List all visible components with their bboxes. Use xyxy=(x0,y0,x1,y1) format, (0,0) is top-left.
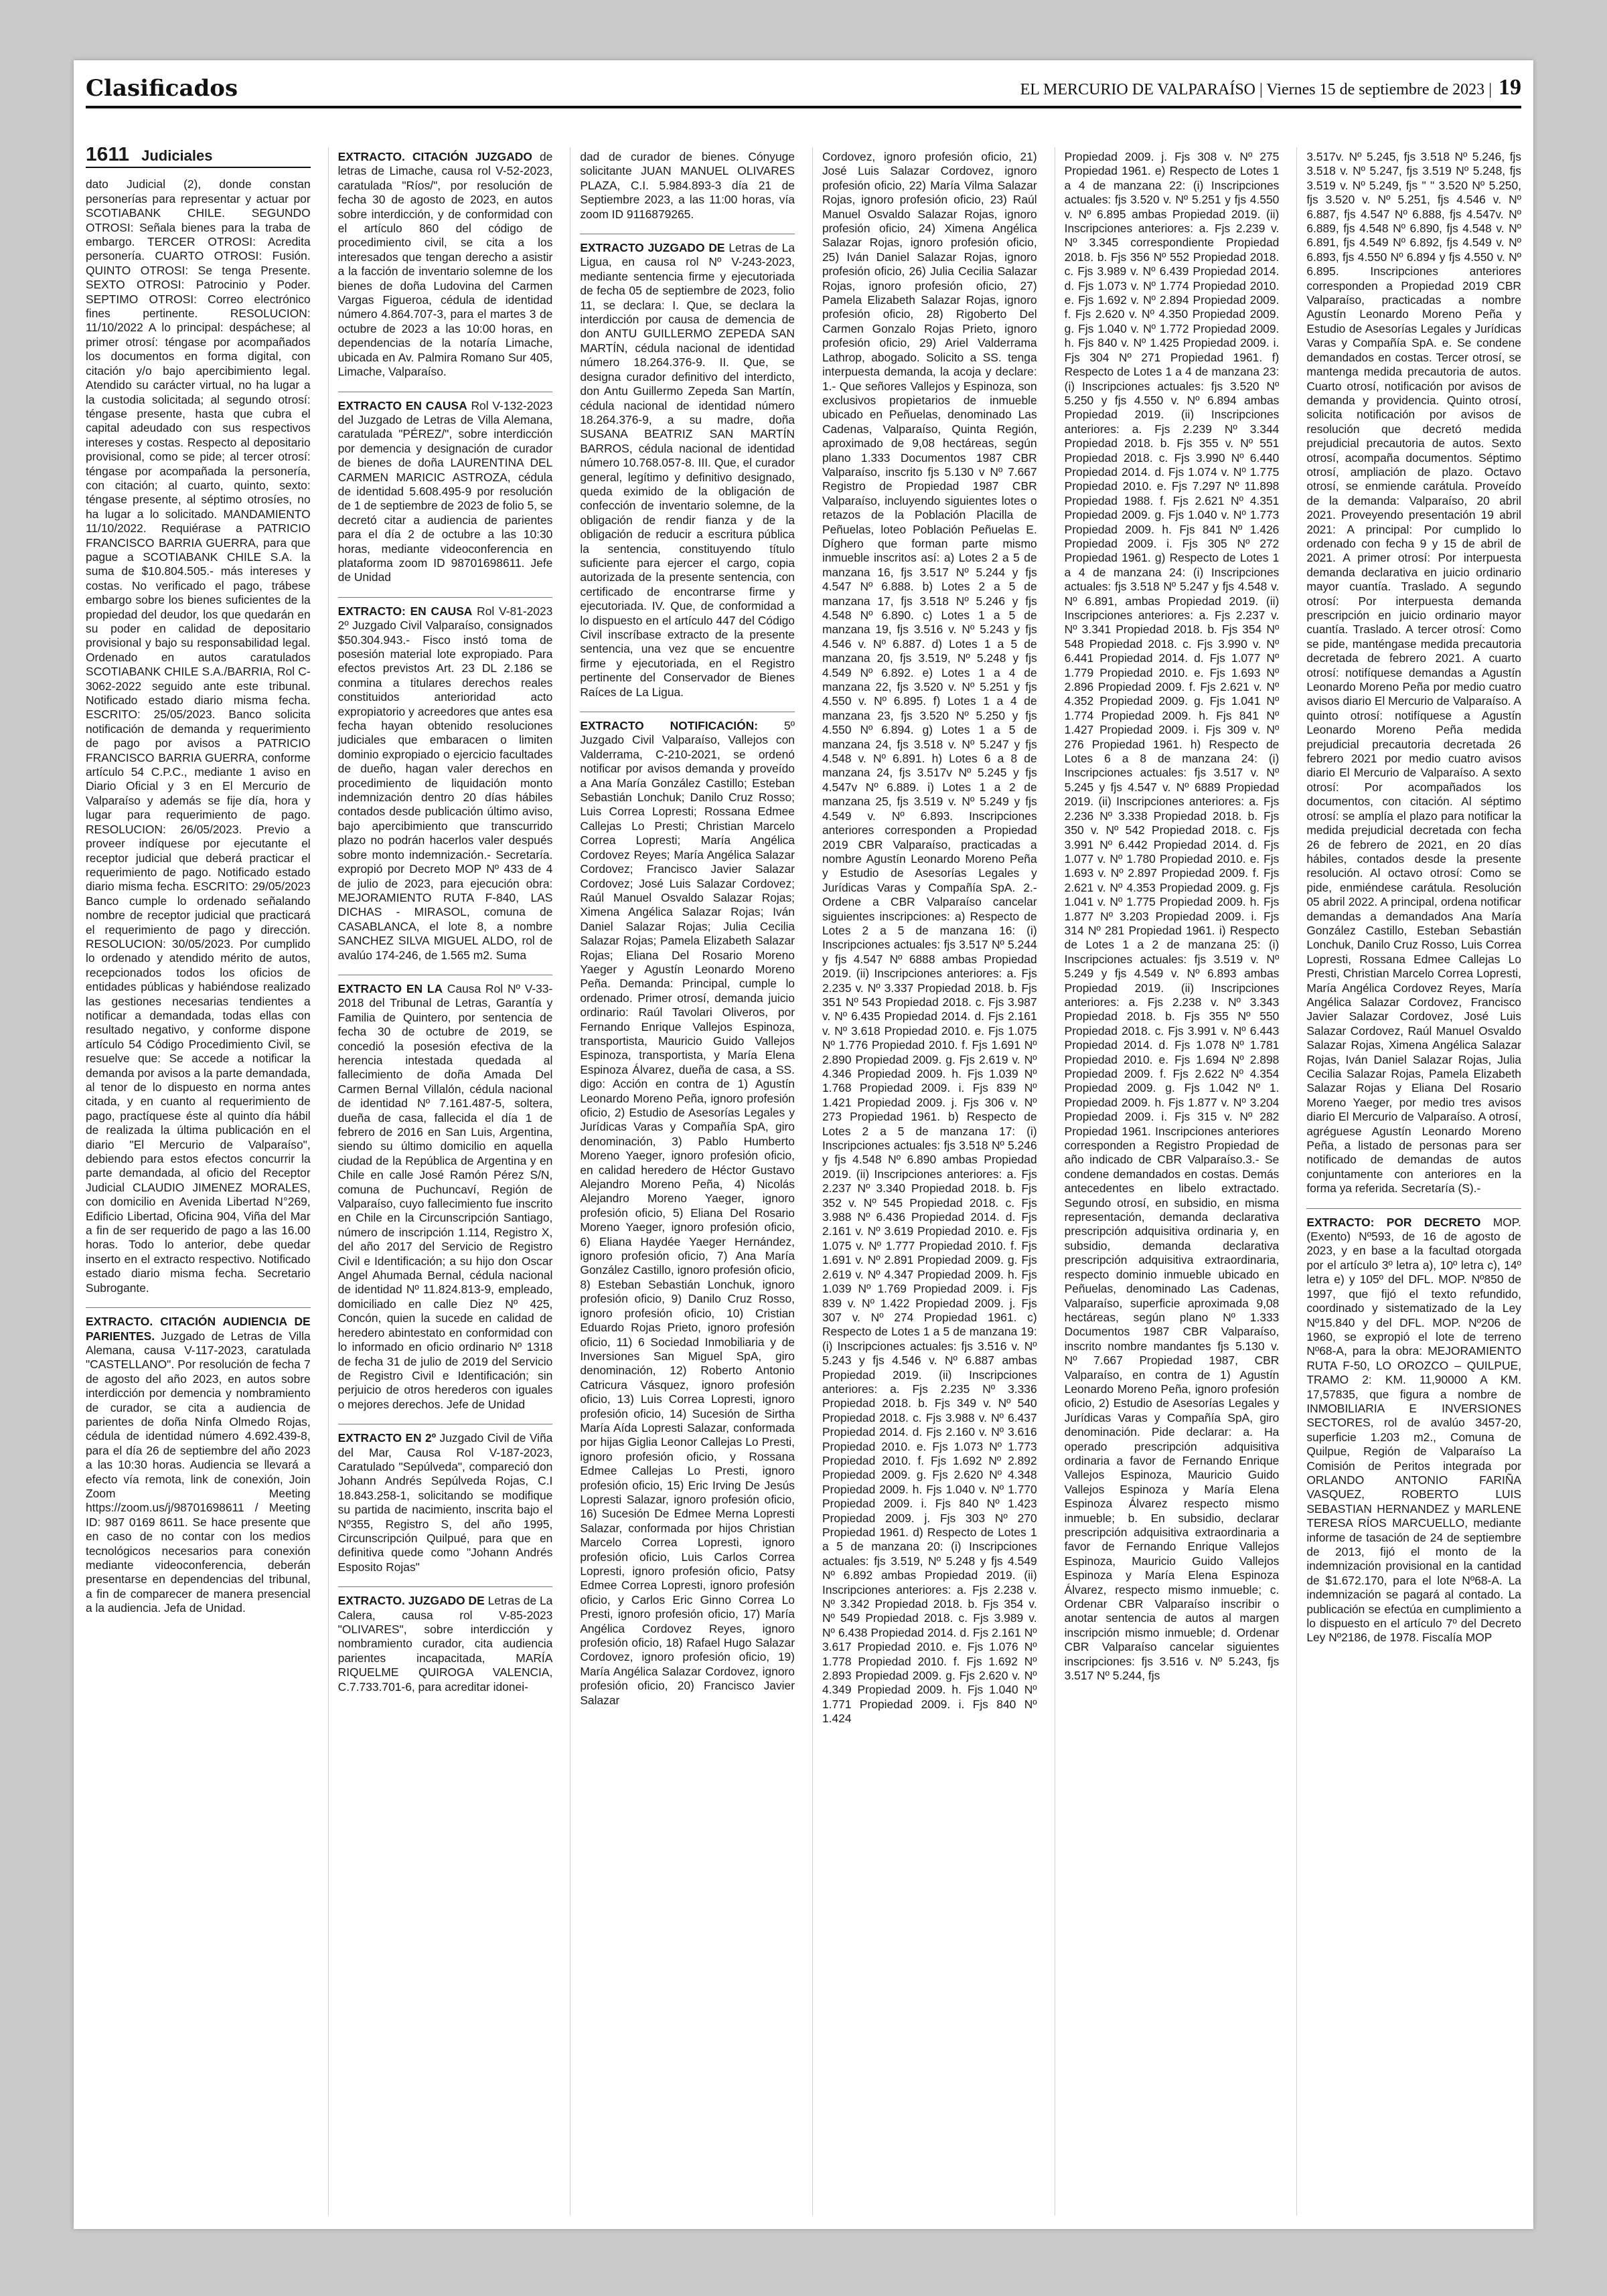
notice-title: EXTRACTO. CITACIÓN AUDIENCIA DE PARIENTES. xyxy=(86,1315,311,1343)
notice-column-2 xyxy=(328,147,553,2216)
notice-title: EXTRACTO EN LA xyxy=(337,981,443,995)
rubric-header xyxy=(86,147,311,168)
page-number: 19 xyxy=(1499,75,1521,100)
dateline-separator: | xyxy=(1488,81,1492,98)
section-title: Clasificados xyxy=(86,75,238,102)
notice-body: Letras de La Calera, causa rol V-85-2023 "OLIVARES", sobre interdicción y nombramiento curador, cita audiencia parientes incapacitada, MARÍA RIQUELME QUIROGA VALENCIA, C.7.733.701-6, para acreditar idonei- xyxy=(337,1594,553,1694)
notice-title: EXTRACTO JUZGADO DE xyxy=(580,241,725,255)
notice-body: de letras de Limache, causa rol V-52-2023, caratulada "Ríos/", por resolución de fecha 30 de agosto de 2023, en autos sobre interdicción, y de conformidad con el artículo 860 del código de procedimiento civil, se cita a los interesados que tengan derecho a asistir a la facción de inventario solemne de los bienes de doña Ludovina del Carmen Vargas Figueroa, cédula de identidad número 4.864.707-3, para el martes 3 de octubre de 2023 a las 10:00 horas, en dependencias de la notaría Limache, ubicada en Av. Palmira Romano Sur 405, Limache, Valparaíso. xyxy=(337,150,553,379)
notice-columns xyxy=(86,147,1521,2216)
notice-body: Rol V-132-2023 del Juzgado de Letras de Villa Alemana, caratulada "PÉREZ/", sobre interdicción por demencia y designación de curador de bienes de doña LAURENTINA DEL CARMEN MARICIC ASTROZA, cédula de identidad 5.608.495-9 por resolución de 1 de septiembre de 2023 de folio 5, se decretó citar a audiencia de parientes para el día 2 de octubre a las 10:30 horas, mediante videoconferencia en plataforma zoom ID 98701698611. Jefe de Unidad xyxy=(337,398,553,584)
notice-body: Rol V-81-2023 2º Juzgado Civil Valparaíso, consignados $50.304.943.- Fisco instó toma de posesión material lote expropiado. Para efectos previstos Art. 23 DL 2.186 se conmina a titulares derechos reales constituidos anterioridad acto expropiatorio y acreedores que antes esa fecha hayan obtenido resoluciones judiciales que embaracen o limiten dominio expropiado o ejercicio facultades de dueño, hagan valer derechos en procedimiento de liquidación monto indemnización dentro 20 días hábiles contados desde publicación último aviso, bajo apercibimiento que transcurrido plazo no podrán hacerlos valer después sobre monto indemnización.- Secretaría. expropió por Decreto MOP Nº 433 de 4 de julio de 2023, para ejecución obra: MEJORAMIENTO RUTA F-840, LAS DICHAS - MIRASOL, comuna de CASABLANCA, el lote 8, a nombre SANCHEZ SILVA MIGUEL ALDO, rol de avalúo 174-246, de 1.565 m2. Suma xyxy=(337,604,553,962)
notice-title: EXTRACTO EN CAUSA xyxy=(337,398,467,412)
notice-body: Juzgado de Letras de Villa Alemana, causa V-117-2023, caratulada "CASTELLANO". Por resolución de fecha 7 de agosto del año 2023, en autos sobre interdicción por demencia y nombramiento de curador, se cita a audiencia de parientes de doña Ninfa Olmedo Rojas, cédula de identidad número 4.692.439-8, para el día 26 de septiembre del año 2023 a las 10:30 horas. Audiencia se llevará a efecto vía remota, link de conexión, Join Zoom Meeting https://zoom.us/j/98701698611 / Meeting ID: 987 0169 8611. Se hace presente que en caso de no contar con los medios tecnológicos necesarios para conexión mediante videoconferencia, deberán presentarse en dependencias del tribunal, a fin de comparecer de manera presencial a la audiencia. Jefa de Unidad. xyxy=(86,1329,311,1615)
notice-title: EXTRACTO: EN CAUSA xyxy=(337,604,473,618)
notice-title: EXTRACTO. CITACIÓN JUZGADO xyxy=(337,150,532,163)
issue-date: Viernes 15 de septiembre de 2023 xyxy=(1266,81,1485,98)
notice-column-3 xyxy=(570,147,795,2216)
notice-column-5 xyxy=(1055,147,1280,2216)
newspaper-name: EL MERCURIO DE VALPARAÍSO xyxy=(1020,81,1256,98)
notice-body: 3.517v. Nº 5.245, fjs 3.518 Nº 5.246, fjs 3.518 v. Nº 5.247, fjs 3.519 Nº 5.248, fjs 3.519 v. Nº 5.249, fjs " " 3.520 Nº 5.250, fjs 3.520 v. Nº 5.251, fjs 4.546 v. Nº 6.887, fjs 4.547 Nº 6.888, fjs 4.547v. Nº 6.889, fjs 4.548 Nº 6.890, fjs 4.548 v. Nº 6.891, fjs 4.549 Nº 6.892, fjs 4.549 v. Nº 6.893, fjs 4.550 Nº 6.894 y fjs 4.550 v. Nº 6.895. Inscripciones anteriores corresponden a Propiedad 2019 CBR Valparaíso, practicadas a nombre Agustín Leonardo Moreno Peña y Estudio de Asesorías Legales y Jurídicas Varas y Compañía SpA. e. Se condene demandados en costas. Tercer otrosí, se mantenga medida precautoria de autos. Cuarto otrosí, notificación por avisos de demanda y providencia. Quinto otrosí, solicita notificación por avisos de resolución que decretó medida prejudicial precautoria de autos. Sexto otrosí, acompaña documentos. Séptimo otrosí, ampliación de plazo. Octavo otrosí, se enmiende carátula. Proveído de la demanda: Valparaíso, 20 abril 2021. Proveyendo presentación 19 abril 2021: A principal: Por cumplido lo ordenado con fecha 9 y 15 de abril de 2021. A primer otrosí: Por interpuesta demanda declarativa en juicio ordinario mayor cuantía. Traslado. A segundo otrosí: Por interpuesta demanda prescripción en juicio ordinario mayor cuantía. Traslado. A tercer otrosí: Como se pide, manténgase medida precautoria decretada de febrero 2021. A cuarto otrosí: notifíquese demandas a Agustín Leonardo Moreno Peña por medio cuatro avisos diario El Mercurio de Valparaíso. A quinto otrosí: notifíquese a Agustín Leonardo Moreno Peña medida prejudicial precautoria decretada 26 febrero 2021 por medio cuatro avisos diario El Mercurio de Valparaíso. A sexto otrosí: Por acompañados los documentos, con citación. Al séptimo otrosí: se amplía el plazo para notificar la medida prejudicial decretada con fecha 26 de febrero de 2021, en 20 días hábiles, contados desde la presente resolución. Al octavo otrosí: Como se pide, enmiéndese carátula. Resolución 05 abril 2022. A principal, ordena notificar demandas a demandados Ana María González Castillo, Esteban Sebastián Lonchuk, Danilo Cruz Rosso, Luis Correa Lopresti, Rossana Edmee Callejas Lo Presti, Christian Marcelo Correa Lopresti, María Angélica Cordovez Reyes, María Angélica Salazar Cordovez, Francisco Javier Salazar Cordovez, José Luis Salazar Cordovez, Raúl Manuel Osvaldo Salazar Rojas, Ximena Angélica Salazar Rojas, Iván Daniel Salazar Rojas, Julia Cecilia Salazar Rojas, Pamela Elizabeth Salazar Rojas y Eliana Del Rosario Moreno Yaeger, por medio tres avisos diario El Mercurio de Valparaíso. A otrosí, agréguese Agustín Leonardo Moreno Peña, a listado de personas para ser notificado de demandas de autos conjuntamente con anteriores en la forma ya referida. Secretaría (S).- xyxy=(1306,150,1521,1196)
legal-notice xyxy=(338,597,553,963)
notice-body: dad de curador de bienes. Cónyuge solicitante JUAN MANUEL OLIVARES PLAZA, C.I. 5.984.893-3 día 21 de Septiembre 2023, a las 11:00 horas, vía zoom ID 9116879265. xyxy=(580,150,795,221)
notice-body: Causa Rol Nº V-33-2018 del Tribunal de Letras, Garantía y Familia de Quintero, por sentencia de fecha 30 de octubre de 2019, se concedió la posesión efectiva de la herencia intestada quedada al fallecimiento de doña Amada Del Carmen Bernal Villalón, cédula nacional de identidad Nº 7.161.487-5, soltera, dueña de casa, fallecida el día 1 de febrero de 2016 en San Luis, Argentina, siendo su último domicilio en aquella ciudad de la República de Argentina y en Chile en calle José Ramón Pérez S/N, comuna de Puchuncaví, Región de Valparaíso, cuyo fallecimiento fue inscrito en Chile en la Circunscripción Santiago, número de inscripción 1.114, Registro X, del año 2017 del Servicio de Registro Civil e Identificación; a su hijo don Oscar Angel Ahumada Bernal, cédula nacional de identidad Nº 11.824.813-9, empleado, domiciliado en calle Diez Nº 425, Concón, quien la sucede en calidad de heredero abintestato en conformidad con lo informado en oficio ordinario Nº 1318 de fecha 31 de julio de 2019 del Servicio de Registro Civil e Identificación; sin perjuicio de otros herederos con iguales o mejores derechos. Jefe de Unidad xyxy=(337,981,553,1411)
notice-column-6 xyxy=(1296,147,1521,2216)
notice-title: EXTRACTO: POR DECRETO xyxy=(1306,1215,1481,1229)
legal-notice xyxy=(338,1424,553,1574)
legal-notice xyxy=(580,712,795,1708)
legal-notice xyxy=(580,147,795,222)
notice-title: EXTRACTO NOTIFICACIÓN: xyxy=(580,719,758,733)
notice-column-1 xyxy=(86,147,311,2216)
notice-body: dato Judicial (2), donde constan personerías para representar y actuar por SCOTIABANK CHILE. SEGUNDO OTROSI: Señala bienes para la traba de embargo. TERCER OTROSI: Acredita personería. CUARTO OTROSI: Fusión. QUINTO OTROSI: Se tenga Presente. SEXTO OTROSI: Patrocinio y Poder. SEPTIMO OTROSI: Correo electrónico fines pertinente. RESOLUCION: 11/10/2022 A lo principal: despáchese; al primer otrosí: téngase por acompañados los documentos en forma digital, con citación y/o bajo apercibimiento legal. Atendido su carácter virtual, no ha lugar a la custodia solicitada; al segundo otrosí: téngase presente, hasta que cubra el capital adeudado con sus respectivos intereses y costas. Respecto al depositario provisional, como se pide; al tercer otrosí: téngase por acompañada la personería, con citación; al cuarto, quinto, sexto: téngase presente, al séptimo otrosíes, no ha lugar a lo solicitado. MANDAMIENTO 11/10/2022. Requiérase a PATRICIO FRANCISCO BARRIA GUERRA, para que pague a SCOTIABANK CHILE S.A. la suma de $10.804.505.- más intereses y costas. No verificado el pago, trábese embargo sobre los bienes suficientes de la propiedad del deudor, los que quedarán en su poder en calidad de depositario provisional y bajo su responsabilidad legal. Ordenado en autos caratulados SCOTIABANK CHILE S.A./BARRIA, Rol C-3062-2022 seguido ante este tribunal. Notificado estado diario misma fecha. ESCRITO: 25/05/2023. Banco solicita notificación de demanda y requerimiento de pago por avisos a PATRICIO FRANCISCO BARRIA GUERRA, conforme artículo 54 C.P.C., mediante 1 aviso en Diario Oficial y 3 en El Mercurio de Valparaíso y además se fije día, hora y lugar para requerimiento de pago. RESOLUCION: 26/05/2023. Previo a proveer indíquese por ejecutante el receptor judicial que deberá practicar el requerimiento de pago. Notificado estado diario misma fecha. ESCRITO: 29/05/2023 Banco cumple lo ordenado señalando nombre de receptor judicial que practicará el requerimiento de pago y dirección. RESOLUCION: 30/05/2023. Por cumplido lo ordenado y atendido mérito de autos, recepcionados todos los oficios de entidades públicas y habiéndose realizado las gestiones necesarias tendientes a notificar a demandada, todas ellas con resultado negativo, y conforme dispone artículo 54 Código Procedimiento Civil, se resuelve que: Se accede a notificar la demanda por avisos a la parte demandada, al tenor de lo dispuesto en norma antes citada, y en cuanto al requerimiento de pago, practíquese éste al quinto día hábil de realizada la última publicación en el diario "El Mercurio de Valparaíso", debiendo para estos efectos concurrir la parte demandada, al oficio del Receptor Judicial CLAUDIO JIMENEZ MORALES, con domicilio en Avenida Libertad N°269, Edificio Libertad, Oficina 904, Viña del Mar a fin de ser requerido de pago a las 16.00 horas. Todo lo anterior, debe quedar inserto en el extracto respectivo. Notificado estado diario misma fecha. Secretario Subrogante. xyxy=(86,177,311,1295)
notice-body: Letras de La Ligua, en causa rol Nº V-243-2023, mediante sentencia firme y ejecutoriada de fecha 05 de septiembre de 2023, folio 11, se declara: I. Que, se declara la interdicción por causa de demencia de don ANTU GUILLERMO ZEPEDA SAN MARTÍN, cédula nacional de identidad número 18.264.376-9. II. Que, se designa curador definitivo del interdicto, don Antu Guillermo Zepeda San Martín, cédula nacional de identidad número 18.264.376-9, a su madre, doña SUSANA BEATRIZ SAN MARTÍN BARROS, cédula nacional de identidad número 10.768.057-8. III. Que, el curador general, legítimo y definitivo designado, queda eximido de la obligación de confección de inventario solemne, de la obligación de rendir fianza y de la obligación de reducir a escritura pública la sentencia, constituyendo título suficiente para ejercer el cargo, copia autorizada de la presente sentencia, con certificado de encontrarse firme y ejecutoriada. IV. Que, de conformidad a lo dispuesto en el artículo 447 del Código Civil inscríbase extracto de la presente sentencia, una vez que se encuentre firme y ejecutoriada, en el Registro pertinente del Conservador de Bienes Raíces de La Ligua. xyxy=(580,241,795,699)
notice-body: Cordovez, ignoro profesión oficio, 21) José Luis Salazar Cordovez, ignoro profesión oficio, 22) María Vilma Salazar Rojas, ignoro profesión oficio, 23) Raúl Manuel Osvaldo Salazar Rojas, ignoro profesión oficio, 24) Ximena Angélica Salazar Rojas, ignoro profesión oficio, 25) Iván Daniel Salazar Rojas, ignoro profesión oficio, 26) Julia Cecilia Salazar Rojas, ignoro profesión oficio, 27) Pamela Elizabeth Salazar Rojas, ignoro profesión oficio, 28) Rigoberto Del Carmen Gonzalo Rojas Prieto, ignoro profesión oficio, 29) Ariel Valderrama Lathrop, abogado. Solicito a SS. tenga interpuesta demanda, la acoja y declare: 1.- Que señores Vallejos y Espinoza, son exclusivos propietarios de inmueble ubicado en Peñuelas, denominado Las Cadenas, Valparaíso, Quinta Región, aproximado de 9,08 hectáreas, según plano 1.333 Documentos 1987 CBR Valparaíso, inscrito fjs 5.130 v Nº 7.667 Registro de Propiedad 1987 CBR Valparaíso, incluyendo siguientes lotes o retazos de la Población Placilla de Peñuelas, loteo Población Peñuelas E. Díghero que forman parte mismo inmueble inscritos así: a) Lotes 2 a 5 de manzana 16, fjs 3.517 Nº 5.244 y fjs 4.547 Nº 6.888. b) Lotes 2 a 5 de manzana 17, fjs 3.518 Nº 5.246 y fjs 4.548 Nº 6.890. c) Lotes 1 a 5 de manzana 19, fjs 3.516 v. Nº 5.243 y fjs 4.546 v. Nº 6.887. d) Lotes 1 a 5 de manzana 20, fjs 3.519, Nº 5.248 y fjs 4.549 Nº 6.892. e) Lotes 1 a 4 de manzana 22, fjs 3.520 v. Nº 5.251 y fjs 4.550 v. Nº 6.895. f) Lotes 1 a 4 de manzana 23, fjs 3.520 Nº 5.250 y fjs 4.550 Nº 6.894. g) Lotes 1 a 5 de manzana 24, fjs 3.518 v. Nº 5.247 y fjs 4.548 v. Nº 6.891. h) Lotes 6 a 8 de manzana 24, fjs 3.517v Nº 5.245 y fjs 4.547v Nº 6.889. i) Lotes 1 a 2 de manzana 25, fjs 3.519 v. Nº 5.249 y fjs 4.549 v. Nº 6.893. Inscripciones anteriores corresponden a Propiedad 2019 CBR Valparaíso, practicadas a nombre Agustín Leonardo Moreno Peña y Estudio de Asesorías Legales y Jurídicas Varas y Compañía SpA. 2.- Ordene a CBR Valparaíso cancelar siguientes inscripciones: a) Respecto de Lotes 2 a 5 de manzana 16: (i) Inscripciones actuales: fjs 3.517 Nº 5.244 y fjs 4.547 Nº 6888 ambas Propiedad 2019. (ii) Inscripciones anteriores: a. Fjs 2.235 v. Nº 3.337 Propiedad 2018. b. Fjs 351 Nº 543 Propiedad 2018. c. Fjs 3.987 v. Nº 6.435 Propiedad 2014. d. Fjs 2.161 v. Nº 3.618 Propiedad 2010. e. Fjs 1.075 Nº 1.776 Propiedad 2010. f. Fjs 1.691 Nº 2.890 Propiedad 2009. g. Fjs 2.619 v. Nº 4.346 Propiedad 2009. h. Fjs 1.039 Nº 1.768 Propiedad 2009. i. Fjs 839 Nº 1.421 Propiedad 2009. j. Fjs 306 v. Nº 273 Propiedad 1961. b) Respecto de Lotes 2 a 5 de manzana 17: (i) Inscripciones actuales: fjs 3.518 Nº 5.246 y fjs 4.548 Nº 6.890 ambas Propiedad 2019. (ii) Inscripciones anteriores: a. Fjs 2.237 Nº 3.340 Propiedad 2018. b. Fjs 352 v. Nº 545 Propiedad 2018. c. Fjs 3.988 Nº 6.436 Propiedad 2014. d. Fjs 2.161 v. Nº 3.619 Propiedad 2010. e. Fjs 1.075 v. Nº 1.777 Propiedad 2010. f. Fjs 1.691 v. Nº 2.891 Propiedad 2009. g. Fjs 2.619 v. Nº 4.347 Propiedad 2009. h. Fjs 1.039 Nº 1.769 Propiedad 2009. i. Fjs 839 v. Nº 1.422 Propiedad 2009. j. Fjs 307 v. Nº 274 Propiedad 1961. c) Respecto de Lotes 1 a 5 de manzana 19: (i) Inscripciones actuales: fjs 3.516 v. Nº 5.243 y fjs 4.546 v. Nº 6.887 ambas Propiedad 2019. (ii) Inscripciones anteriores: a. Fjs 2.235 Nº 3.336 Propiedad 2018. b. Fjs 349 v. Nº 540 Propiedad 2018. c. Fjs 3.988 v. Nº 6.437 Propiedad 2014. d. Fjs 2.160 v. Nº 3.616 Propiedad 2010. e. Fjs 1.073 Nº 1.773 Propiedad 2010. f. Fjs 1.692 Nº 2.892 Propiedad 2009. g. Fjs 2.620 Nº 4.348 Propiedad 2009. h. Fjs 1.040 v. Nº 1.770 Propiedad 2009. i. Fjs 840 Nº 1.423 Propiedad 2009. j. Fjs 303 Nº 270 Propiedad 1961. d) Respecto de Lotes 1 a 5 de manzana 20: (i) Inscripciones actuales: fjs 3.519, Nº 5.248 y fjs 4.549 Nº 6.892 ambas Propiedad 2019. (ii) Inscripciones anteriores: a. Fjs 2.238 v. Nº 3.342 Propiedad 2018. b. Fjs 354 v. Nº 549 Propiedad 2018. c. Fjs 3.989 v. Nº 6.438 Propiedad 2014. d. Fjs 2.161 Nº 3.617 Propiedad 2010. e. Fjs 1.076 Nº 1.778 Propiedad 2010. f. Fjs 1.692 Nº 2.893 Propiedad 2009. g. Fjs 2.620 v. Nº 4.349 Propiedad 2009. h. Fjs 1.040 Nº 1.771 Propiedad 2009. i. Fjs 840 Nº 1.424 xyxy=(822,150,1037,1726)
legal-notice xyxy=(86,175,311,1295)
notice-title: EXTRACTO. JUZGADO DE xyxy=(337,1594,485,1608)
notice-body: MOP. (Exento) Nº593, de 16 de agosto de 2023, y en base a la facultad otorgada por el artículo 3º letra a), 10º letra c), 14º letra e) y 105º del DFL. MOP. Nº850 de 1997, que fijó el texto refundido, coordinado y sistematizado de la Ley Nº15.840 y del DFL. MOP. Nº206 de 1960, se expropió el lote de terreno Nº68-A, para la obra: MEJORAMIENTO RUTA F-50, LO OROZCO – QUILPUE, TRAMO 2: KM. 11,90000 A KM. 17,57835, que figura a nombre de INMOBILIARIA E INVERSIONES SECTORES, rol de avalúo 3457-20, superficie 1.203 m2., Comuna de Quilpue, Región de Valparaíso La Comisión de Peritos integrada por ORLANDO ANTONIO FARIÑA VASQUEZ, ROBERTO LUIS SEBASTIAN HERNANDEZ y MARLENE TERESA RÍOS MARCUELLO, mediante informe de tasación de 24 de septiembre de 2013, fijó el monto de la indemnización provisional en la cantidad de $1.672.170, para el lote Nº68-A. La indemnización se pagará al contado. La publicación se efectúa en cumplimiento a lo dispuesto en el artículo 7º del Decreto Ley Nº2186, de 1978. Fiscalía MOP xyxy=(1306,1215,1521,1645)
legal-notice xyxy=(338,975,553,1412)
notice-body: Propiedad 2009. j. Fjs 308 v. Nº 275 Propiedad 1961. e) Respecto de Lotes 1 a 4 de manzana 22: (i) Inscripciones actuales: fjs 3.520 v. Nº 5.251 y fjs 4.550 v. Nº 6.895 ambas Propiedad 2019. (ii) Inscripciones anteriores: a. Fjs 2.239 v. Nº 3.345 correspondiente Propiedad 2018. b. Fjs 356 Nº 552 Propiedad 2018. c. Fjs 3.989 v. Nº 6.439 Propiedad 2014. d. Fjs 1.073 v. Nº 1.774 Propiedad 2010. e. Fjs 1.692 v. Nº 2.894 Propiedad 2009. f. Fjs 2.620 v. Nº 4.350 Propiedad 2009. g. Fjs 1.040 v. Nº 1.772 Propiedad 2009. h. Fjs 840 v. Nº 1.425 Propiedad 2009. i. Fjs 304 Nº 271 Propiedad 1961. f) Respecto de Lotes 1 a 4 de manzana 23: (i) Inscripciones actuales: fjs 3.520 Nº 5.250 y fjs 4.550 v. Nº 6.894 ambas Propiedad 2019. (ii) Inscripciones anteriores: a. Fjs 2.239 Nº 3.344 Propiedad 2018. b. Fjs 355 v. Nº 551 Propiedad 2018. c. Fjs 3.990 Nº 6.440 Propiedad 2014. d. Fjs 1.074 v. Nº 1.775 Propiedad 2010. e. Fjs 7.297 Nº 11.898 Propiedad 1988. f. Fjs 2.621 Nº 4.351 Propiedad 2009. g. Fjs 1.040 v. Nº 1.773 Propiedad 2009. h. Fjs 841 Nº 1.426 Propiedad 2009. i. Fjs 305 Nº 272 Propiedad 1961. g) Respecto de Lotes 1 a 4 de manzana 24: (i) Inscripciones actuales: fjs 3.518 Nº 5.247 y fjs 4.548 v. Nº 6.891, ambas Propiedad 2019. (ii) Inscripciones anteriores: a. Fjs 2.237 v. Nº 3.341 Propiedad 2018. b. Fjs 354 Nº 548 Propiedad 2018. c. Fjs 3.990 v. Nº 6.441 Propiedad 2014. d. Fjs 1.077 Nº 1.779 Propiedad 2010. e. Fjs 1.693 Nº 2.896 Propiedad 2009. f. Fjs 2.621 v. Nº 4.352 Propiedad 2009. g. Fjs 1.041 Nº 1.774 Propiedad 2009. h. Fjs 841 Nº 1.427 Propiedad 2009. i. Fjs 309 v. Nº 276 Propiedad 1961. h) Respecto de Lotes 6 a 8 de manzana 24: (i) Inscripciones actuales: fjs 3.517 v. Nº 5.245 y fjs 4.547 v. Nº 6889 Propiedad 2019. (ii) Inscripciones anteriores: a. Fjs 2.236 Nº 3.338 Propiedad 2018. b. Fjs 350 v. Nº 542 Propiedad 2018. c. Fjs 3.991 Nº 6.442 Propiedad 2014. d. Fjs 1.077 v. Nº 1.780 Propiedad 2010. e. Fjs 1.693 v. Nº 2.897 Propiedad 2009. f. Fjs 2.621 v. Nº 4.353 Propiedad 2009. g. Fjs 1.041 v. Nº 1.775 Propiedad 2009. h. Fjs 1.877 Nº 3.203 Propiedad 2009. i. Fjs 314 Nº 281 Propiedad 1961. i) Respecto de Lotes 1 a 2 de manzana 25: (i) Inscripciones actuales: fjs 3.519 v. Nº 5.249 y fjs 4.549 v. Nº 6.893 ambas Propiedad 2019. (ii) Inscripciones anteriores: a. Fjs 2.238 v. Nº 3.343 Propiedad 2018. b. Fjs 355 Nº 550 Propiedad 2018. c. Fjs 3.991 v. Nº 6.443 Propiedad 2014. d. Fjs 1.078 Nº 1.781 Propiedad 2010. e. Fjs 1.694 Nº 2.898 Propiedad 2009. f. Fjs 2.622 Nº 4.354 Propiedad 2009. g. Fjs 1.042 Nº 1. Propiedad 2009. h. Fjs 1.877 v. Nº 3.204 Propiedad 2009. i. Fjs 315 v. Nº 282 Propiedad 1961. Inscripciones anteriores corresponden a Registro Propiedad de año indicado de CBR Valparaíso.3.- Se condene demandados en costas. Demás antecedentes en libelo extractado. Segundo otrosí, en subsidio, en misma representación, demanda declarativa prescripción adquisitiva ordinaria y, en subsidio, demanda declarativa prescripción adquisitiva extraordinaria, respecto dominio inmueble ubicado en Peñuelas, denominado Las Cadenas, Valparaíso, superficie aproximada 9,08 hectáreas, según plano Nº 1.333 Documentos 1987 CBR Valparaíso, inscrito nombre mandantes fjs 5.130 v. Nº 7.667 Propiedad 1987, CBR Valparaíso, en contra de 1) Agustín Leonardo Moreno Peña, ignoro profesión oficio, 2) Estudio de Asesorías Legales y Jurídicas Varas y Compañía SpA, giro denominación. Pide declarar: a. Ha operado prescripción adquisitiva ordinaria a favor de Fernando Enrique Vallejos Espinoza, Mauricio Guido Vallejos Espinoza y María Elena Espinoza Álvarez respecto mismo inmueble; b. En subsidio, declarar prescripción adquisitiva extraordinaria a favor de Fernando Enrique Vallejos Espinoza, Mauricio Guido Vallejos Espinoza y María Elena Espinoza Álvarez, respecto mismo inmueble; c. Ordenar CBR Valparaíso inscribir o anotar sentencia de autos al margen inscripción mismo inmueble; d. Ordenar CBR Valparaíso cancelar siguientes inscripciones: fjs 3.516 v. Nº 5.243, fjs 3.517 Nº 5.244, fjs xyxy=(1064,150,1280,1683)
notice-column-4 xyxy=(812,147,1037,2216)
legal-notice xyxy=(580,234,795,700)
page-masthead xyxy=(86,66,1521,108)
notice-body: 5º Juzgado Civil Valparaíso, Vallejos con Valderrama, C-210-2021, se ordenó notificar por avisos demanda y proveído a Ana María González Castillo; Esteban Sebastián Lonchuk; Danilo Cruz Rosso; Luis Correa Lopresti; Rossana Edmee Callejas Lo Presti; Christian Marcelo Correa Lopresti; María Angélica Cordovez Reyes; María Angélica Salazar Cordovez; Francisco Javier Salazar Cordovez; José Luis Salazar Cordovez; Raúl Manuel Osvaldo Salazar Rojas; Ximena Angélica Salazar Rojas; Iván Daniel Salazar Rojas; Julia Cecilia Salazar Rojas; Pamela Elizabeth Salazar Rojas; Eliana Del Rosario Moreno Yaeger y Agustín Leonardo Moreno Peña. Demanda: Principal, cumple lo ordenado. Primer otrosí, demanda juicio ordinario: Raúl Tavolari Oliveros, por Fernando Enrique Vallejos Espinoza, transportista, Mauricio Guido Vallejos Espinoza, transportista, y María Elena Espinoza Álvarez, dueña de casa, a SS. digo: Acción en contra de 1) Agustín Leonardo Moreno Peña, ignoro profesión oficio, 2) Estudio de Asesorías Legales y Jurídicas Varas y Compañía SpA, giro denominación, 3) Pablo Humberto Moreno Yaeger, ignoro profesión oficio, en calidad heredero de Héctor Gustavo Alejandro Moreno Peña, 4) Nicolás Alejandro Moreno Yaeger, ignoro profesión oficio, 5) Eliana Del Rosario Moreno Yaeger, ignoro profesión oficio, 6) Eliana Haydée Yaeger Hernández, ignoro profesión oficio, 7) Ana María González Castillo, ignoro profesión oficio, 8) Esteban Sebastián Lonchuk, ignoro profesión oficio, 9) Danilo Cruz Rosso, ignoro profesión oficio, 10) Cristian Eduardo Rojas Prieto, ignoro profesión oficio, 11) 6 Sociedad Inmobiliaria y de Inversiones San Miguel SpA, giro denominación, 12) Roberto Antonio Catricura Vásquez, ignoro profesión oficio, 13) Luis Correa Lopresti, ignoro profesión oficio, 14) Sucesión de Sirtha María Aída Lopresti Salazar, conformada por hijas Giglia Leonor Callejas Lo Presti, ignoro profesión oficio, y Rossana Edmee Callejas Lo Presti, ignoro profesión oficio, 15) Eric Irving De Jesús Lopresti Salazar, ignoro profesión oficio, 16) Sucesión De Edmee Merna Lopresti Salazar, conformada por hijos Christian Marcelo Correa Lopresti, ignoro profesión oficio, Luis Carlos Correa Lopresti, ignoro profesión oficio, Patsy Edmee Correa Lopresti, ignoro profesión oficio, y Carlos Eric Ginno Correa Lo Presti, ignoro profesión oficio, 17) María Angélica Cordovez Reyes, ignoro profesión oficio, 18) Rafael Hugo Salazar Cordovez, ignoro profesión oficio, 19) María Angélica Salazar Cordovez, ignoro profesión oficio, 20) Francisco Javier Salazar xyxy=(580,719,795,1707)
notice-body: Juzgado Civil de Viña del Mar, Causa Rol V-187-2023, Caratulado "Sepúlveda", compareció don Johann Andrés Sepúlveda Rojas, C.I 18.843.258-1, solicitando se modifique su partida de nacimiento, inscrita bajo el Nº355, Registro S, del año 1995, Circunscripción Quilpué, para que en definitiva quede como "Johann Andrés Esposito Rojas" xyxy=(337,1431,553,1574)
dateline-separator: | xyxy=(1259,81,1267,98)
legal-notice xyxy=(1306,1208,1521,1645)
rubric-code: 1611 xyxy=(86,147,130,165)
legal-notice xyxy=(1065,147,1280,1683)
rubric-name: Judiciales xyxy=(141,147,213,164)
legal-notice xyxy=(1306,147,1521,1196)
newspaper-page xyxy=(74,60,1533,2229)
legal-notice xyxy=(338,392,553,585)
newspaper-dateline xyxy=(1020,75,1521,106)
legal-notice xyxy=(338,1586,553,1694)
notice-title: EXTRACTO EN 2º xyxy=(337,1431,437,1445)
legal-notice xyxy=(338,147,553,380)
legal-notice xyxy=(822,147,1037,1726)
legal-notice xyxy=(86,1307,311,1616)
